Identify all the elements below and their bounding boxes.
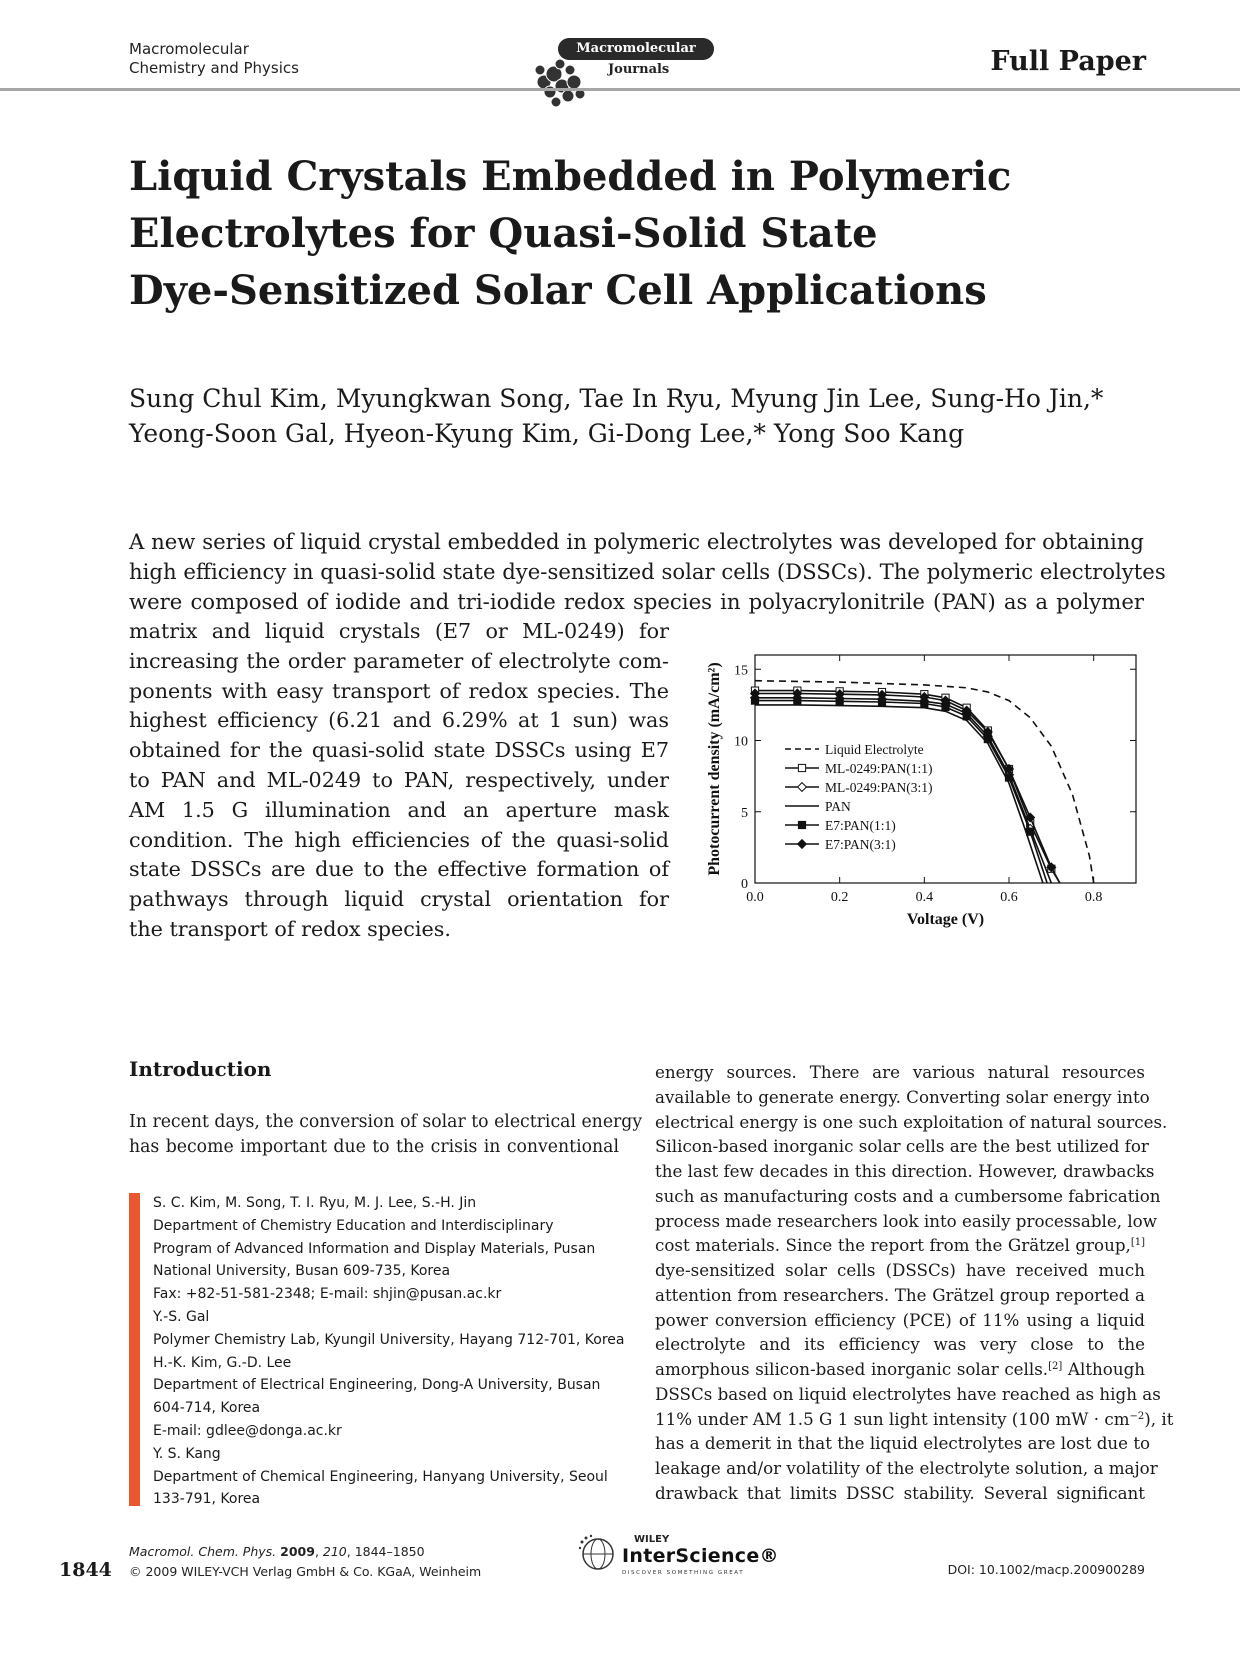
page-number: 1844 bbox=[59, 1559, 112, 1581]
affiliation-line: 604-714, Korea bbox=[153, 1400, 261, 1417]
body-line bbox=[655, 1060, 1145, 1085]
y-tick-label: 5 bbox=[741, 805, 748, 821]
wiley-label: WILEY bbox=[634, 1534, 670, 1545]
affiliation-box bbox=[153, 1192, 623, 1511]
abstract-line: to PAN and ML-0249 to PAN, respectively, under bbox=[129, 767, 669, 792]
title-line: Electrolytes for Quasi-Solid State bbox=[129, 210, 878, 257]
title-line: Liquid Crystals Embedded in Polymeric bbox=[129, 153, 1012, 200]
article-title bbox=[129, 148, 1129, 319]
affiliation-line: Y. S. Kang bbox=[153, 1445, 221, 1462]
body-text: power conversion efficiency (PCE) of 11% using a liquid bbox=[655, 1309, 1145, 1330]
body-text: 11% under AM 1.5 G 1 sun light intensity (100 mW · cm bbox=[655, 1408, 1130, 1429]
macromolecular-journals-logo bbox=[530, 28, 715, 108]
abstract-line: the transport of redox species. bbox=[129, 916, 451, 941]
abstract-line: condition. The high efficiencies of the quasi-solid bbox=[129, 827, 669, 852]
footer-citation bbox=[129, 1542, 481, 1582]
y-tick-label: 0 bbox=[741, 877, 748, 892]
header-divider bbox=[0, 88, 1240, 91]
introduction-right-column bbox=[655, 1060, 1174, 1506]
introduction-heading: Introduction bbox=[129, 1057, 272, 1081]
body-text: attention from researchers. The Grätzel group reported a bbox=[655, 1284, 1145, 1305]
plot-frame bbox=[755, 655, 1136, 883]
body-text: cost materials. Since the report from the Grätzel group, bbox=[655, 1235, 1131, 1256]
affiliation-line: Department of Chemistry Education and Interdisciplinary bbox=[153, 1217, 554, 1234]
logo-journals-label: Journals bbox=[608, 62, 670, 77]
body-line bbox=[655, 1233, 1145, 1258]
abstract-line: high efficiency in quasi-solid state dye-sensitized solar cells (DSSCs). The polymeric electrolytes bbox=[129, 558, 1166, 584]
x-tick-label: 0.8 bbox=[1084, 890, 1103, 905]
affiliation-line: S. C. Kim, M. Song, T. I. Ryu, M. J. Lee, S.-H. Jin bbox=[153, 1195, 477, 1211]
body-line bbox=[655, 1258, 1145, 1283]
body-line bbox=[655, 1159, 1155, 1184]
abstract-line: highest efficiency (6.21 and 6.29% at 1 sun) was bbox=[129, 708, 669, 733]
legend-label: E7:PAN(3:1) bbox=[825, 837, 896, 852]
body-line bbox=[655, 1283, 1145, 1308]
author-line: Yeong-Soon Gal, Hyeon-Kyung Kim, Gi-Dong Lee,* Yong Soo Kang bbox=[129, 419, 965, 448]
y-tick-label: 10 bbox=[734, 734, 748, 750]
body-line bbox=[655, 1134, 1149, 1159]
abstract-line: increasing the order parameter of electrolyte com- bbox=[129, 648, 669, 673]
legend-marker bbox=[798, 821, 805, 828]
affiliation-line: National University, Busan 609-735, Korea bbox=[153, 1263, 451, 1280]
affiliation-line: Y.-S. Gal bbox=[153, 1308, 210, 1325]
legend-marker bbox=[798, 783, 807, 792]
body-text: process made researchers look into easily processable, low bbox=[655, 1210, 1157, 1231]
legend-label: ML-0249:PAN(3:1) bbox=[825, 780, 933, 795]
y-axis-label: Photocurrent density (mA/cm²) bbox=[706, 662, 723, 876]
body-line bbox=[655, 1456, 1158, 1481]
legend-label: Liquid Electrolyte bbox=[825, 742, 924, 757]
citation-line: Macromol. Chem. Phys. 2009, 210, 1844–1850 bbox=[129, 1544, 425, 1559]
body-line bbox=[655, 1382, 1161, 1407]
body-line bbox=[655, 1431, 1151, 1456]
citation-volume: 210 bbox=[322, 1544, 347, 1559]
interscience-label: InterScience® bbox=[622, 1545, 779, 1567]
abstract-line: matrix and liquid crystals (E7 or ML-0249) for bbox=[129, 619, 669, 643]
reference-superscript: −2 bbox=[1129, 1410, 1145, 1422]
body-text: ), it bbox=[1144, 1408, 1174, 1429]
citation-pages: , 1844–1850 bbox=[346, 1544, 425, 1559]
y-tick-label: 15 bbox=[734, 663, 748, 679]
affiliation-line: Department of Chemical Engineering, Hanyang University, Seoul bbox=[153, 1468, 608, 1485]
journal-name-line2: Chemistry and Physics bbox=[129, 59, 299, 77]
citation-year: 2009 bbox=[280, 1544, 315, 1559]
body-line bbox=[655, 1407, 1174, 1432]
affiliation-line: H.-K. Kim, G.-D. Lee bbox=[153, 1354, 292, 1371]
reference-superscript: [2] bbox=[1048, 1361, 1063, 1372]
affiliation-line: Department of Electrical Engineering, Dong-A University, Busan bbox=[153, 1377, 601, 1394]
legend-label: E7:PAN(1:1) bbox=[825, 818, 896, 833]
journal-name bbox=[129, 40, 299, 78]
legend-marker bbox=[798, 840, 807, 849]
body-line: In recent days, the conversion of solar to electrical energy bbox=[129, 1112, 643, 1132]
affiliation-line: Fax: +82-51-581-2348; E-mail: shjin@pusan.ac.kr bbox=[153, 1286, 502, 1303]
legend-label: ML-0249:PAN(1:1) bbox=[825, 761, 933, 776]
body-text: available to generate energy. Converting solar energy into bbox=[655, 1086, 1150, 1107]
x-axis-label: Voltage (V) bbox=[906, 911, 985, 928]
body-text: the last few decades in this direction. However, drawbacks bbox=[655, 1161, 1155, 1181]
body-text: electrolyte and its efficiency was very close to the bbox=[655, 1334, 1145, 1355]
affiliation-line: Polymer Chemistry Lab, Kyungil University, Hayang 712-701, Korea bbox=[153, 1331, 625, 1348]
legend-label: PAN bbox=[825, 799, 851, 814]
body-text: amorphous silicon-based inorganic solar cells. bbox=[655, 1359, 1049, 1379]
body-text: Although bbox=[1062, 1359, 1145, 1379]
body-line bbox=[655, 1184, 1161, 1209]
paper-type-label: Full Paper bbox=[990, 46, 1146, 77]
abstract-line: obtained for the quasi-solid state DSSCs using E7 bbox=[129, 738, 669, 763]
affiliation-line: Program of Advanced Information and Display Materials, Pusan bbox=[153, 1240, 596, 1257]
affiliation-line: 133-791, Korea bbox=[153, 1491, 261, 1508]
body-line bbox=[655, 1209, 1157, 1234]
body-text: energy sources. There are various natural resources bbox=[655, 1062, 1145, 1082]
abstract-line: pathways through liquid crystal orientation for bbox=[129, 887, 669, 912]
wiley-tagline: DISCOVER SOMETHING GREAT bbox=[622, 1570, 745, 1576]
body-line bbox=[655, 1308, 1145, 1333]
body-text: Silicon-based inorganic solar cells are the best utilized for bbox=[655, 1136, 1149, 1157]
body-line bbox=[655, 1110, 1168, 1135]
body-line bbox=[655, 1332, 1145, 1357]
abstract-line: state DSSCs are due to the effective formation of bbox=[129, 857, 669, 882]
body-text: has a demerit in that the liquid electrolytes are lost due to bbox=[655, 1433, 1151, 1454]
abstract-line: were composed of iodide and tri-iodide redox species in polyacrylonitrile (PAN) as a polymer bbox=[129, 588, 1144, 614]
body-text: electrical energy is one such exploitation of natural sources. bbox=[655, 1111, 1168, 1132]
affiliation-accent-bar bbox=[129, 1193, 140, 1506]
reference-superscript: [1] bbox=[1130, 1237, 1145, 1249]
body-text: leakage and/or volatility of the electrolyte solution, a major bbox=[655, 1458, 1158, 1478]
abstract-line: AM 1.5 G illumination and an aperture mask bbox=[129, 797, 669, 822]
affiliation-line: E-mail: gdlee@donga.ac.kr bbox=[153, 1422, 342, 1439]
wiley-interscience-logo bbox=[578, 1532, 778, 1582]
abstract-line: A new series of liquid crystal embedded in polymeric electrolytes was developed for obtaining bbox=[129, 529, 1144, 554]
introduction-left-column bbox=[129, 1110, 643, 1160]
abstract-left-column bbox=[129, 617, 669, 945]
body-text: drawback that limits DSSC stability. Several significant bbox=[655, 1482, 1145, 1503]
abstract-top bbox=[129, 527, 1166, 616]
title-line: Dye-Sensitized Solar Cell Applications bbox=[129, 267, 987, 314]
data-point bbox=[1027, 828, 1034, 835]
author-line: Sung Chul Kim, Myungkwan Song, Tae In Ryu, Myung Jin Lee, Sung-Ho Jin,* bbox=[129, 384, 1104, 413]
legend-marker bbox=[798, 764, 805, 771]
x-tick-label: 0.6 bbox=[1000, 890, 1018, 905]
body-line bbox=[655, 1085, 1150, 1110]
body-line: has become important due to the crisis in conventional bbox=[129, 1136, 619, 1157]
x-tick-label: 0.4 bbox=[915, 890, 934, 905]
doi-label: DOI: 10.1002/macp.200900289 bbox=[947, 1562, 1145, 1577]
x-tick-label: 0.0 bbox=[746, 890, 764, 905]
jv-curve-chart bbox=[688, 625, 1168, 945]
body-text: DSSCs based on liquid electrolytes have reached as high as bbox=[655, 1383, 1161, 1404]
abstract-line: ponents with easy transport of redox species. The bbox=[129, 678, 669, 703]
body-line bbox=[655, 1481, 1145, 1506]
body-text: dye-sensitized solar cells (DSSCs) have received much bbox=[655, 1260, 1145, 1280]
body-line bbox=[655, 1357, 1145, 1382]
journal-abbrev: Macromol. Chem. Phys. bbox=[129, 1544, 277, 1559]
copyright-line: © 2009 WILEY-VCH Verlag GmbH & Co. KGaA, Weinheim bbox=[129, 1564, 482, 1579]
body-text: such as manufacturing costs and a cumbersome fabrication bbox=[655, 1185, 1161, 1206]
globe-icon bbox=[578, 1534, 618, 1574]
logo-pill: Macromolecular bbox=[558, 38, 714, 60]
author-list bbox=[129, 381, 1129, 451]
journal-name-line1: Macromolecular bbox=[129, 40, 249, 58]
x-tick-label: 0.2 bbox=[830, 890, 849, 905]
